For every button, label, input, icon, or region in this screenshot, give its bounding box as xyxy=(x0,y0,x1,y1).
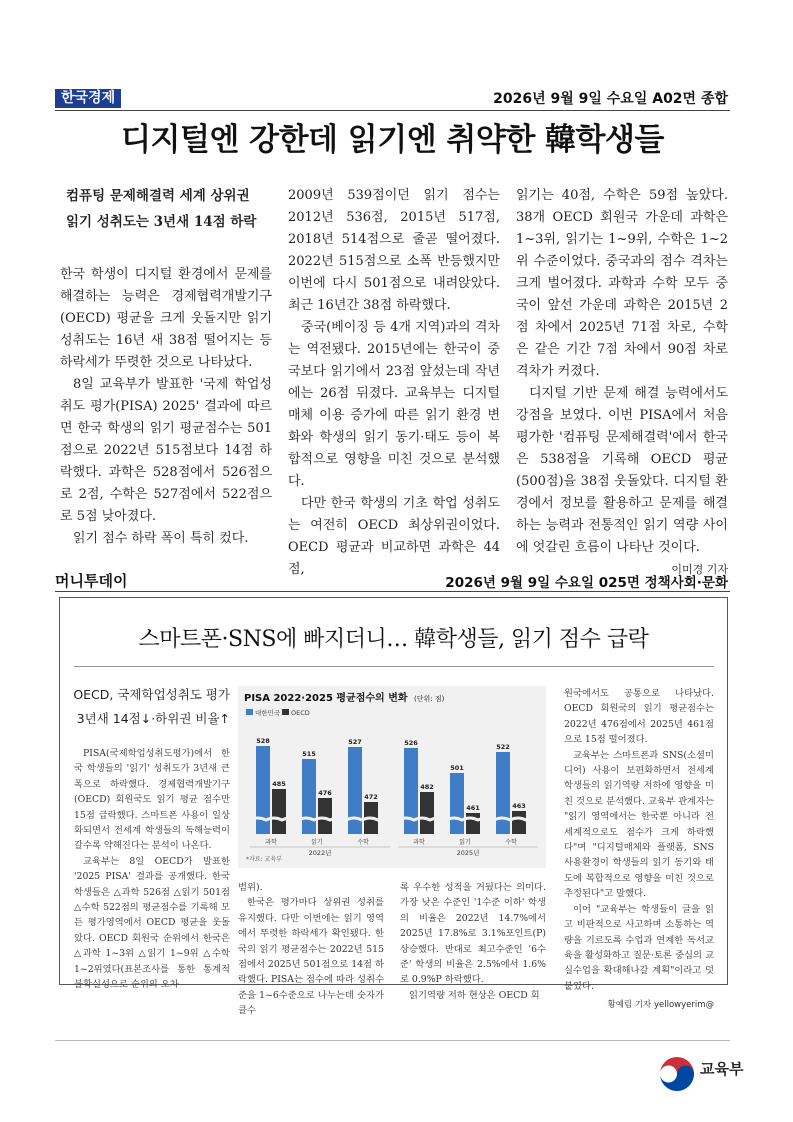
bar-value-label: 463 xyxy=(512,802,526,810)
bar-value-label: 501 xyxy=(450,764,464,772)
dateline: 2026년 9월 9일 수요일 A02면 종합 xyxy=(493,91,728,107)
paragraph-text: 디지털 기반 문제 해결 능력에서도 강점을 보였다. 이번 PISA에서 처음 평가한 '컴퓨팅 문제해결력'에서 한국은 538점을 기록해 OECD 평균(500점)을 38점 웃돌았다. 디지털 환경에서 정보를 활용하고 문제를 해결하는 능력과 전통적인 읽기 역량 사이에 엇갈린 흐름이 나타난 것이다. xyxy=(516,386,728,555)
bar-value-label: 527 xyxy=(348,738,362,746)
bar-oecd xyxy=(420,792,434,834)
article-column-3 xyxy=(516,185,728,581)
article-column-1 xyxy=(60,264,272,550)
paragraph: 읽기역량 저하 현상은 OECD 회 xyxy=(409,989,540,1001)
paragraph: 읽기 점수 하락 폭이 특히 컸다. xyxy=(73,531,249,546)
paragraph: 이어 "교육부는 학생들이 글을 읽고 비판적으로 사고하며 소통하는 역량을 기르도록 수업과 연계한 독서교육을 활성화하고 질문·토론 중심의 교실수업을 확대해나갈 계획"이라고 덧붙였다. xyxy=(564,903,714,992)
bar-value-label: 476 xyxy=(318,789,332,797)
bar-chart xyxy=(238,686,546,868)
category-label: 읽기 xyxy=(311,839,323,846)
bar-oecd xyxy=(318,798,332,834)
paragraph: PISA(국제학업성취도평가)에서 한국 학생들의 '읽기' 성취도가 3년새 큰 폭으로 하락했다. 경제협력개발기구(OECD) 회원국도 읽기 평균 점수만 15점 급락했다. 스마트폰 사용이 일상화되면서 전세계 학생들의 독해능력이 갈수록 약해진다는 분석이 나온다. xyxy=(74,748,230,852)
category-label: 읽기 xyxy=(459,839,471,846)
article-column-1 xyxy=(74,746,230,993)
legend-swatch-korea xyxy=(246,709,253,715)
headline: 디지털엔 강한데 읽기엔 취약한 韓학생들 xyxy=(121,122,664,158)
bar-value-label: 522 xyxy=(496,743,510,751)
dateline: 2026년 9월 9일 수요일 025면 정책사회·문화 xyxy=(445,575,728,591)
subheadline-line: 3년새 14점↓·하위권 비율↑ xyxy=(76,711,230,726)
paragraph: 2009년 539점이던 읽기 점수는 2012년 536점, 2015년 517점, 2018년 514점으로 줄곧 떨어졌다. 2022년 515점으로 소폭 반등했지만 이번에 다시 501점으로 내려앉았다. 최근 16년간 38점 하락했다. xyxy=(288,188,500,313)
article-column-3 xyxy=(400,880,546,1003)
paragraph: 원국에서도 공통으로 나타났다. OECD 회원국의 읽기 평균점수는 2022년 476점에서 2025년 461점으로 15점 떨어졌다. xyxy=(564,688,714,746)
paragraph xyxy=(516,383,728,576)
subheadline xyxy=(72,683,230,731)
article-column-2 xyxy=(238,880,384,1019)
paragraph: 한국은 평가마다 상위권 성취를 유지했다. 다만 이번에는 읽기 영역에서 뚜렷한 하락세가 확인됐다. 한국의 읽기 평균점수는 2022년 515점에서 2025년 501점으로 14점 하락했다. PISA는 점수에 따라 성취수준을 1~6수준으로 나누는데 숫자가 클수 xyxy=(238,897,384,1017)
bar-value-label: 485 xyxy=(272,780,286,788)
chart-svg xyxy=(238,686,546,868)
paragraph: 읽기는 40점, 수학은 59점 높았다. 38개 OECD 회원국 가운데 과학은 1~3위, 읽기는 1~9위, 수학은 1~2위 수준이었다. 중국과의 점수 격차는 크게 벌어졌다. 과학과 수학 모두 중국이 앞선 가운데 과학은 2015년 2점 차에서 2025년 71점 차로, 수학은 같은 기간 7점 차에서 90점 차로 격차가 커졌다. xyxy=(516,188,728,379)
bar-korea xyxy=(348,747,362,834)
newspaper-logo-mt: 머니투데이 xyxy=(55,572,128,590)
paragraph: 다만 한국 학생의 기초 학업 성취도는 여전히 OECD 최상위권이었다. OECD 평균과 비교하면 과학은 44점, xyxy=(288,496,500,577)
legend-label-oecd: OECD xyxy=(291,709,310,717)
bar-value-label: 528 xyxy=(256,737,270,745)
paragraph: 교육부는 스마트폰과 SNS(소셜미디어) 사용이 보편화하면서 전세계 학생들의 읽기역량 저하에 영향을 미친 것으로 분석했다. 교육부 관계자는 "읽기 영역에서는 한국뿐 아니라 전세계적으로도 점수가 크게 하락했다"며 "디지털매체와 플랫폼, SNS 사용환경이 학생들의 읽기 동기와 태도에 복합적으로 영향을 미친 것으로 추정된다"고 말했다. xyxy=(564,749,714,900)
chart-source: *자료: 교육부 xyxy=(246,856,282,863)
bar-korea xyxy=(404,748,418,834)
footer-rule xyxy=(55,1040,730,1041)
bar-value-label: 482 xyxy=(420,783,434,791)
header-rule xyxy=(55,591,730,592)
bar-korea xyxy=(450,773,464,834)
subheadline xyxy=(66,183,271,235)
subheadline-line: 컴퓨팅 문제해결력 세계 상위권 xyxy=(66,188,250,204)
bar-oecd xyxy=(272,789,286,834)
header-rule xyxy=(55,110,730,111)
bar-value-label: 515 xyxy=(302,750,316,758)
bar-oecd xyxy=(466,813,480,834)
ministry-emblem-icon xyxy=(658,1055,696,1097)
chart-title: PISA 2022·2025 평균점수의 변화 (단위: 점) xyxy=(244,693,445,704)
subheadline-line: OECD, 국제학업성취도 평가 xyxy=(73,687,230,702)
paragraph: 8일 교육부가 발표한 '국제 학업성취도 평가(PISA) 2025' 결과에 따르면 한국 학생의 읽기 평균점수는 501점으로 2022년 515점보다 14점 하락했다. 과학은 528점에서 526점으로 2점, 수학은 527점에서 522점으로 5점 낮아졌다. xyxy=(60,377,272,524)
category-label: 과학 xyxy=(413,839,425,846)
bar-value-label: 472 xyxy=(364,793,378,801)
paragraph: 교육부는 8일 OECD가 발표한 '2025 PISA' 결과를 공개했다. 한국 학생들은 △과학 526점 △읽기 501점 △수학 522점의 평균점수를 기록해 모든 평가영역에서 OECD 평균을 웃돌았다. OECD 회원국 순위에서 한국은 △과학 1~3위 △읽기 1~9위 △수학 1~2위였다(표본조사를 통한 통계적 불확실성으로 순위의 오차 xyxy=(74,855,230,991)
article-column-4 xyxy=(564,686,714,1014)
paragraph: 록 우수한 성적을 거뒀다는 의미다. 가장 낮은 수준인 '1수준 이하' 학생의 비율은 2022년 14.7%에서 2025년 17.8%로 3.1%포인트(P) 상승했다. 반대로 최고수준인 '6수준' 학생의 비율은 2.5%에서 1.6%로 0.9%P 하락했다. xyxy=(400,882,546,986)
bar-oecd xyxy=(512,811,526,834)
article-column-2 xyxy=(288,185,500,581)
bar-korea xyxy=(496,752,510,834)
category-label: 수학 xyxy=(505,839,517,846)
year-group-label: 2022년 xyxy=(308,849,332,857)
bar-value-label: 461 xyxy=(466,804,480,812)
legend-label-korea: 대한민국 xyxy=(255,709,281,717)
bar-korea xyxy=(256,746,270,834)
category-label: 과학 xyxy=(265,839,277,846)
year-group-label: 2025년 xyxy=(456,849,480,857)
subheadline-line: 읽기 성취도는 3년새 14점 하락 xyxy=(66,214,257,230)
bar-value-label: 526 xyxy=(404,739,418,747)
category-label: 수학 xyxy=(357,839,369,846)
ministry-name: 교육부 xyxy=(700,1060,744,1078)
byline: 이미경 기자 xyxy=(671,563,728,576)
paragraph: 범위). xyxy=(238,882,263,893)
byline: 황예림 기자 yellowyerim@ xyxy=(607,1000,714,1011)
legend-swatch-oecd xyxy=(282,709,289,715)
headline-rule xyxy=(74,666,714,667)
paragraph: 한국 학생이 디지털 환경에서 문제를 해결하는 능력은 경제협력개발기구(OECD) 평균을 크게 웃돌지만 읽기 성취도는 16년 새 38점 떨어지는 등 하락세가 뚜렷한 것으로 나타났다. xyxy=(60,267,272,370)
bar-korea xyxy=(302,759,316,834)
paragraph: 중국(베이징 등 4개 지역)과의 격차는 역전됐다. 2015년에는 한국이 중국보다 읽기에서 23점 앞섰는데 작년에는 26점 뒤졌다. 교육부는 디지털 매체 이용 증가에 따른 읽기 환경 변화와 학생의 읽기 동기·태도 등이 복합적으로 영향을 미친 것으로 분석했다. xyxy=(288,320,500,489)
headline: 스마트폰·SNS에 빠지더니… 韓학생들, 읽기 점수 급락 xyxy=(138,627,649,652)
newspaper-logo-hankyung: 한국경제 xyxy=(55,89,121,108)
